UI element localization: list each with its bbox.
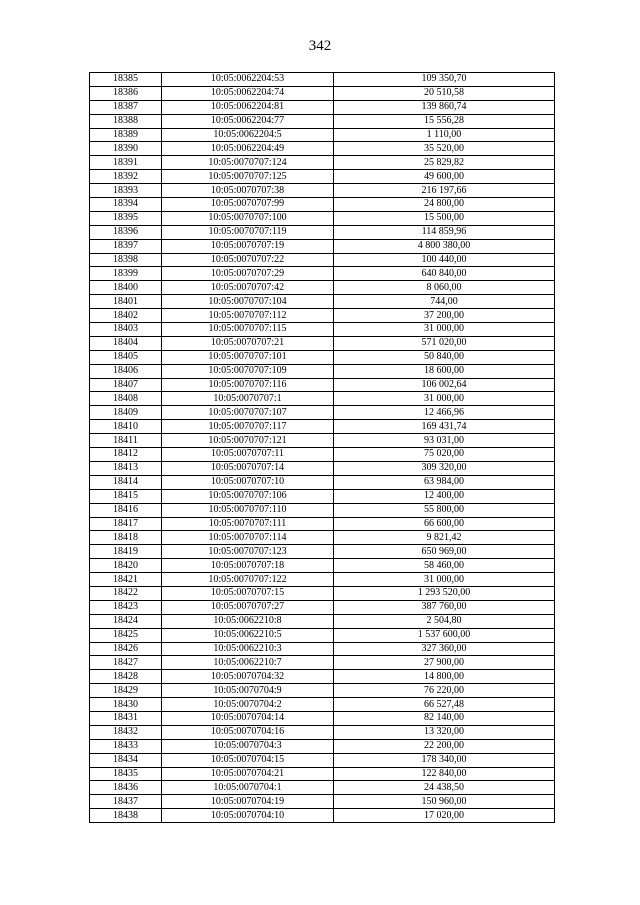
- cadastral-number-cell: 10:05:0070707:125: [162, 170, 334, 184]
- row-number-cell: 18426: [90, 642, 162, 656]
- row-number-cell: 18405: [90, 350, 162, 364]
- cadastral-number-cell: 10:05:0070704:10: [162, 809, 334, 823]
- row-number-cell: 18427: [90, 656, 162, 670]
- row-number-cell: 18425: [90, 628, 162, 642]
- table-row: [90, 156, 555, 170]
- row-number-cell: 18395: [90, 211, 162, 225]
- table-row: [90, 184, 555, 198]
- cadastral-number-cell: 10:05:0070707:100: [162, 211, 334, 225]
- table-row: [90, 586, 555, 600]
- value-cell: 100 440,00: [334, 253, 555, 267]
- row-number-cell: 18428: [90, 670, 162, 684]
- value-cell: 150 960,00: [334, 795, 555, 809]
- row-number-cell: 18397: [90, 239, 162, 253]
- value-cell: 66 600,00: [334, 517, 555, 531]
- cadastral-number-cell: 10:05:0070707:10: [162, 475, 334, 489]
- cadastral-number-cell: 10:05:0070707:99: [162, 198, 334, 212]
- cadastral-number-cell: 10:05:0070707:19: [162, 239, 334, 253]
- table-body: [90, 73, 555, 823]
- table-row: [90, 225, 555, 239]
- table-row: [90, 420, 555, 434]
- value-cell: 106 002,64: [334, 378, 555, 392]
- value-cell: 25 829,82: [334, 156, 555, 170]
- table-row: [90, 336, 555, 350]
- value-cell: 2 504,80: [334, 614, 555, 628]
- cadastral-number-cell: 10:05:0070707:117: [162, 420, 334, 434]
- value-cell: 4 800 380,00: [334, 239, 555, 253]
- value-cell: 22 200,00: [334, 739, 555, 753]
- cadastral-number-cell: 10:05:0070707:22: [162, 253, 334, 267]
- row-number-cell: 18415: [90, 489, 162, 503]
- cadastral-number-cell: 10:05:0070704:21: [162, 767, 334, 781]
- table-row: [90, 211, 555, 225]
- row-number-cell: 18411: [90, 434, 162, 448]
- row-number-cell: 18416: [90, 503, 162, 517]
- row-number-cell: 18394: [90, 198, 162, 212]
- row-number-cell: 18423: [90, 600, 162, 614]
- value-cell: 27 900,00: [334, 656, 555, 670]
- cadastral-number-cell: 10:05:0070707:104: [162, 295, 334, 309]
- row-number-cell: 18408: [90, 392, 162, 406]
- cadastral-number-cell: 10:05:0070707:27: [162, 600, 334, 614]
- value-cell: 571 020,00: [334, 336, 555, 350]
- row-number-cell: 18438: [90, 809, 162, 823]
- table-row: [90, 531, 555, 545]
- table-row: [90, 267, 555, 281]
- cadastral-number-cell: 10:05:0070707:114: [162, 531, 334, 545]
- value-cell: 387 760,00: [334, 600, 555, 614]
- row-number-cell: 18424: [90, 614, 162, 628]
- row-number-cell: 18431: [90, 711, 162, 725]
- table-row: [90, 642, 555, 656]
- data-table: [89, 72, 555, 823]
- row-number-cell: 18398: [90, 253, 162, 267]
- value-cell: 18 600,00: [334, 364, 555, 378]
- row-number-cell: 18418: [90, 531, 162, 545]
- value-cell: 650 969,00: [334, 545, 555, 559]
- cadastral-number-cell: 10:05:0070707:21: [162, 336, 334, 350]
- cadastral-number-cell: 10:05:0070707:112: [162, 309, 334, 323]
- value-cell: 178 340,00: [334, 753, 555, 767]
- cadastral-number-cell: 10:05:0070704:19: [162, 795, 334, 809]
- cadastral-number-cell: 10:05:0070704:3: [162, 739, 334, 753]
- row-number-cell: 18417: [90, 517, 162, 531]
- table-row: [90, 781, 555, 795]
- row-number-cell: 18391: [90, 156, 162, 170]
- table-row: [90, 86, 555, 100]
- value-cell: 20 510,58: [334, 86, 555, 100]
- value-cell: 37 200,00: [334, 309, 555, 323]
- table-row: [90, 489, 555, 503]
- row-number-cell: 18385: [90, 73, 162, 87]
- row-number-cell: 18403: [90, 323, 162, 337]
- cadastral-number-cell: 10:05:0070707:14: [162, 461, 334, 475]
- table-row: [90, 545, 555, 559]
- table-row: [90, 656, 555, 670]
- row-number-cell: 18412: [90, 448, 162, 462]
- cadastral-number-cell: 10:05:0070707:42: [162, 281, 334, 295]
- table-row: [90, 739, 555, 753]
- row-number-cell: 18436: [90, 781, 162, 795]
- value-cell: 76 220,00: [334, 684, 555, 698]
- cadastral-number-cell: 10:05:0070707:109: [162, 364, 334, 378]
- row-number-cell: 18390: [90, 142, 162, 156]
- table-row: [90, 614, 555, 628]
- row-number-cell: 18437: [90, 795, 162, 809]
- value-cell: 169 431,74: [334, 420, 555, 434]
- row-number-cell: 18409: [90, 406, 162, 420]
- cadastral-number-cell: 10:05:0070707:106: [162, 489, 334, 503]
- table-row: [90, 100, 555, 114]
- row-number-cell: 18422: [90, 586, 162, 600]
- value-cell: 1 293 520,00: [334, 586, 555, 600]
- row-number-cell: 18420: [90, 559, 162, 573]
- row-number-cell: 18433: [90, 739, 162, 753]
- value-cell: 75 020,00: [334, 448, 555, 462]
- cadastral-number-cell: 10:05:0062210:7: [162, 656, 334, 670]
- cadastral-number-cell: 10:05:0070707:121: [162, 434, 334, 448]
- table-row: [90, 753, 555, 767]
- row-number-cell: 18392: [90, 170, 162, 184]
- value-cell: 58 460,00: [334, 559, 555, 573]
- cadastral-number-cell: 10:05:0070707:38: [162, 184, 334, 198]
- cadastral-number-cell: 10:05:0070707:111: [162, 517, 334, 531]
- value-cell: 122 840,00: [334, 767, 555, 781]
- cadastral-number-cell: 10:05:0062204:77: [162, 114, 334, 128]
- table-row: [90, 573, 555, 587]
- cadastral-number-cell: 10:05:0070707:123: [162, 545, 334, 559]
- cadastral-number-cell: 10:05:0070704:15: [162, 753, 334, 767]
- value-cell: 744,00: [334, 295, 555, 309]
- value-cell: 50 840,00: [334, 350, 555, 364]
- cadastral-number-cell: 10:05:0070707:110: [162, 503, 334, 517]
- row-number-cell: 18400: [90, 281, 162, 295]
- cadastral-number-cell: 10:05:0070707:107: [162, 406, 334, 420]
- cadastral-number-cell: 10:05:0070707:29: [162, 267, 334, 281]
- table-row: [90, 684, 555, 698]
- cadastral-number-cell: 10:05:0070707:15: [162, 586, 334, 600]
- table-row: [90, 475, 555, 489]
- table-row: [90, 406, 555, 420]
- table-row: [90, 239, 555, 253]
- cadastral-number-cell: 10:05:0062204:5: [162, 128, 334, 142]
- table-row: [90, 295, 555, 309]
- table-row: [90, 711, 555, 725]
- table-row: [90, 670, 555, 684]
- row-number-cell: 18396: [90, 225, 162, 239]
- row-number-cell: 18414: [90, 475, 162, 489]
- table-row: [90, 350, 555, 364]
- row-number-cell: 18430: [90, 698, 162, 712]
- cadastral-number-cell: 10:05:0070707:119: [162, 225, 334, 239]
- value-cell: 1 537 600,00: [334, 628, 555, 642]
- table-row: [90, 392, 555, 406]
- data-table-container: [89, 72, 554, 823]
- cadastral-number-cell: 10:05:0070704:16: [162, 725, 334, 739]
- row-number-cell: 18410: [90, 420, 162, 434]
- table-row: [90, 309, 555, 323]
- row-number-cell: 18419: [90, 545, 162, 559]
- row-number-cell: 18387: [90, 100, 162, 114]
- value-cell: 109 350,70: [334, 73, 555, 87]
- row-number-cell: 18389: [90, 128, 162, 142]
- cadastral-number-cell: 10:05:0062204:53: [162, 73, 334, 87]
- value-cell: 17 020,00: [334, 809, 555, 823]
- cadastral-number-cell: 10:05:0070704:14: [162, 711, 334, 725]
- table-row: [90, 809, 555, 823]
- value-cell: 35 520,00: [334, 142, 555, 156]
- cadastral-number-cell: 10:05:0070704:1: [162, 781, 334, 795]
- value-cell: 14 800,00: [334, 670, 555, 684]
- table-row: [90, 434, 555, 448]
- value-cell: 139 860,74: [334, 100, 555, 114]
- value-cell: 31 000,00: [334, 323, 555, 337]
- value-cell: 55 800,00: [334, 503, 555, 517]
- row-number-cell: 18401: [90, 295, 162, 309]
- row-number-cell: 18429: [90, 684, 162, 698]
- cadastral-number-cell: 10:05:0062204:81: [162, 100, 334, 114]
- table-row: [90, 559, 555, 573]
- table-row: [90, 364, 555, 378]
- cadastral-number-cell: 10:05:0070704:32: [162, 670, 334, 684]
- row-number-cell: 18386: [90, 86, 162, 100]
- value-cell: 49 600,00: [334, 170, 555, 184]
- value-cell: 12 400,00: [334, 489, 555, 503]
- row-number-cell: 18399: [90, 267, 162, 281]
- table-row: [90, 503, 555, 517]
- table-row: [90, 170, 555, 184]
- row-number-cell: 18435: [90, 767, 162, 781]
- row-number-cell: 18406: [90, 364, 162, 378]
- row-number-cell: 18402: [90, 309, 162, 323]
- table-row: [90, 253, 555, 267]
- table-row: [90, 142, 555, 156]
- row-number-cell: 18432: [90, 725, 162, 739]
- value-cell: 640 840,00: [334, 267, 555, 281]
- cadastral-number-cell: 10:05:0070707:1: [162, 392, 334, 406]
- table-row: [90, 795, 555, 809]
- table-row: [90, 461, 555, 475]
- table-row: [90, 767, 555, 781]
- value-cell: 12 466,96: [334, 406, 555, 420]
- table-row: [90, 128, 555, 142]
- table-row: [90, 281, 555, 295]
- cadastral-number-cell: 10:05:0070707:18: [162, 559, 334, 573]
- row-number-cell: 18393: [90, 184, 162, 198]
- page-number: 342: [308, 38, 332, 54]
- row-number-cell: 18434: [90, 753, 162, 767]
- row-number-cell: 18407: [90, 378, 162, 392]
- value-cell: 93 031,00: [334, 434, 555, 448]
- table-row: [90, 628, 555, 642]
- cadastral-number-cell: 10:05:0070707:11: [162, 448, 334, 462]
- value-cell: 24 438,50: [334, 781, 555, 795]
- value-cell: 15 500,00: [334, 211, 555, 225]
- value-cell: 1 110,00: [334, 128, 555, 142]
- value-cell: 309 320,00: [334, 461, 555, 475]
- value-cell: 114 859,96: [334, 225, 555, 239]
- table-row: [90, 517, 555, 531]
- value-cell: 15 556,28: [334, 114, 555, 128]
- cadastral-number-cell: 10:05:0062210:3: [162, 642, 334, 656]
- value-cell: 8 060,00: [334, 281, 555, 295]
- table-row: [90, 323, 555, 337]
- cadastral-number-cell: 10:05:0062204:49: [162, 142, 334, 156]
- table-row: [90, 600, 555, 614]
- table-row: [90, 725, 555, 739]
- row-number-cell: 18404: [90, 336, 162, 350]
- cadastral-number-cell: 10:05:0070707:122: [162, 573, 334, 587]
- row-number-cell: 18421: [90, 573, 162, 587]
- cadastral-number-cell: 10:05:0062210:5: [162, 628, 334, 642]
- value-cell: 63 984,00: [334, 475, 555, 489]
- cadastral-number-cell: 10:05:0062210:8: [162, 614, 334, 628]
- cadastral-number-cell: 10:05:0070704:2: [162, 698, 334, 712]
- row-number-cell: 18413: [90, 461, 162, 475]
- value-cell: 216 197,66: [334, 184, 555, 198]
- cadastral-number-cell: 10:05:0070707:116: [162, 378, 334, 392]
- value-cell: 82 140,00: [334, 711, 555, 725]
- value-cell: 9 821,42: [334, 531, 555, 545]
- table-row: [90, 448, 555, 462]
- table-row: [90, 378, 555, 392]
- cadastral-number-cell: 10:05:0070707:115: [162, 323, 334, 337]
- table-row: [90, 198, 555, 212]
- table-row: [90, 73, 555, 87]
- value-cell: 31 000,00: [334, 392, 555, 406]
- table-row: [90, 114, 555, 128]
- table-row: [90, 698, 555, 712]
- value-cell: 66 527,48: [334, 698, 555, 712]
- value-cell: 24 800,00: [334, 198, 555, 212]
- cadastral-number-cell: 10:05:0062204:74: [162, 86, 334, 100]
- value-cell: 31 000,00: [334, 573, 555, 587]
- cadastral-number-cell: 10:05:0070707:124: [162, 156, 334, 170]
- value-cell: 13 320,00: [334, 725, 555, 739]
- cadastral-number-cell: 10:05:0070704:9: [162, 684, 334, 698]
- value-cell: 327 360,00: [334, 642, 555, 656]
- row-number-cell: 18388: [90, 114, 162, 128]
- cadastral-number-cell: 10:05:0070707:101: [162, 350, 334, 364]
